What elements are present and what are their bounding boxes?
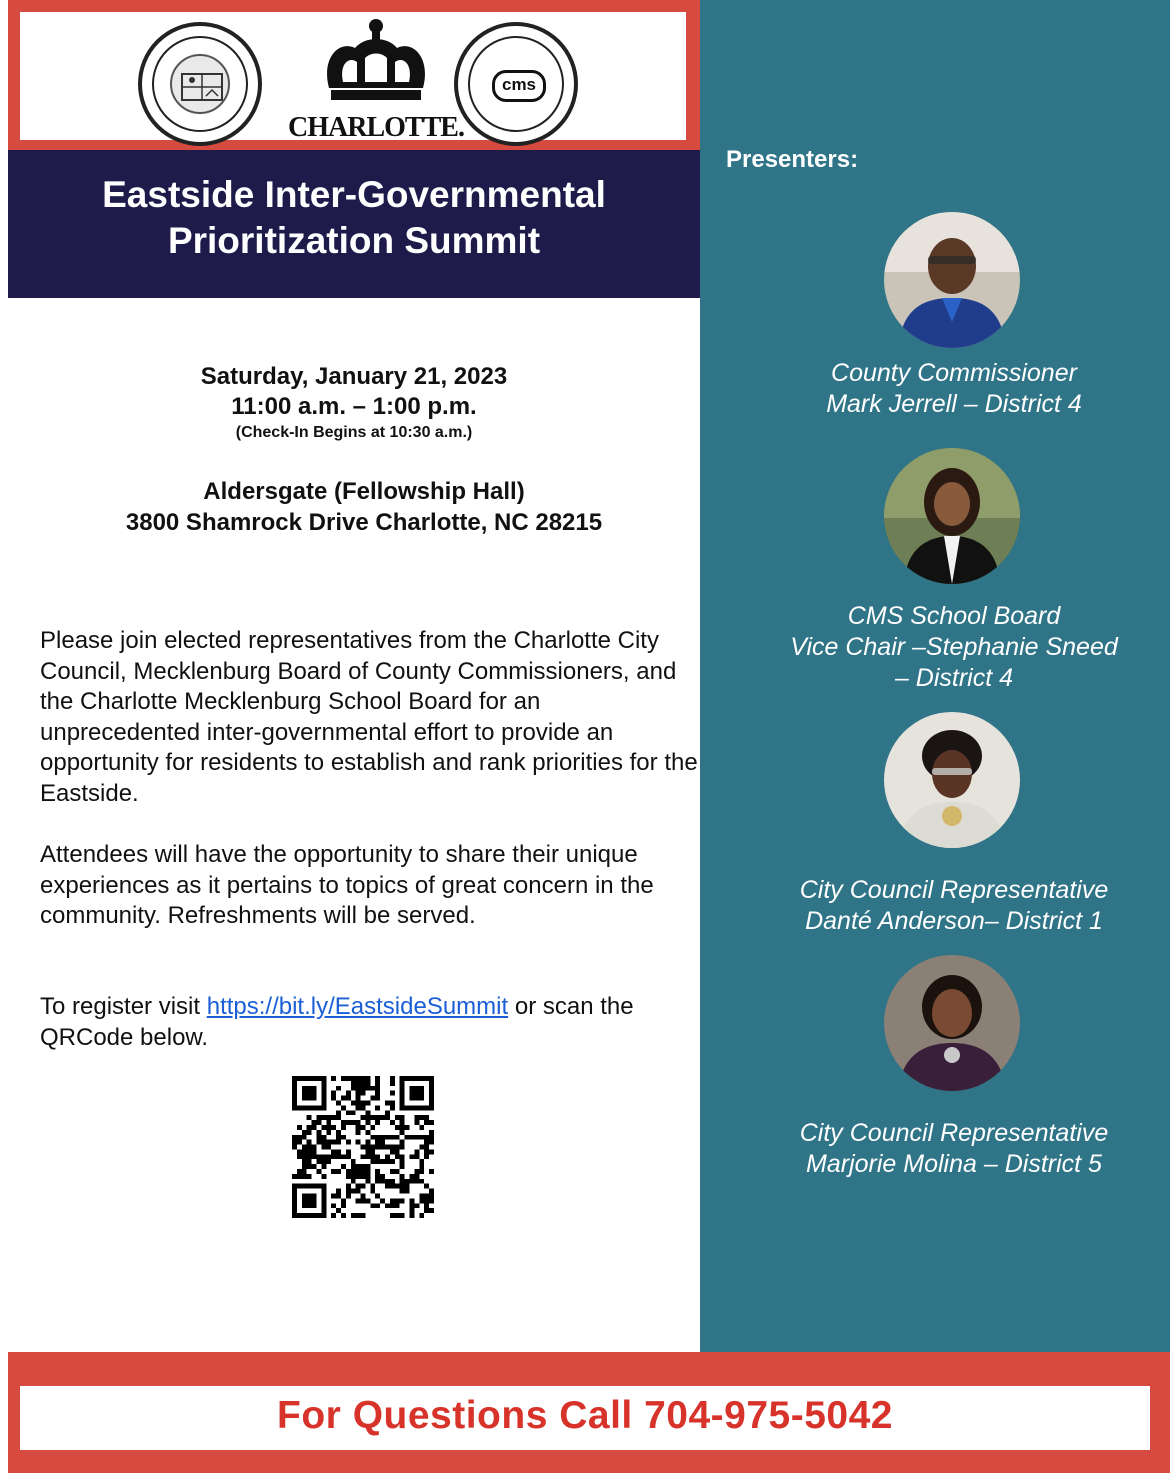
- charlotte-crown-logo: [276, 18, 476, 142]
- cms-board-seal-icon: [454, 22, 578, 146]
- logo-container: [20, 12, 686, 143]
- mecklenburg-county-seal-icon: [138, 22, 262, 146]
- qr-code-icon[interactable]: [292, 1076, 434, 1218]
- presenter-role: CMS School Board: [847, 602, 1061, 630]
- presenter-caption-1: [700, 358, 1170, 420]
- presenter-role: County Commissioner: [831, 359, 1077, 387]
- presenter-role: City Council Representative: [799, 876, 1109, 904]
- event-datetime: [8, 362, 700, 444]
- checkin-note: (Check-In Begins at 10:30 a.m.): [235, 424, 473, 441]
- event-title: [8, 172, 700, 264]
- presenter-name: Danté Anderson– District 1: [805, 907, 1103, 935]
- event-time: 11:00 a.m. – 1:00 p.m.: [231, 393, 477, 420]
- presenters-heading: Presenters:: [726, 146, 859, 173]
- presenter-caption-2: [700, 601, 1170, 694]
- presenter-name: Mark Jerrell – District 4: [826, 390, 1082, 418]
- footer-box: [20, 1386, 1150, 1450]
- presenter-role: City Council Representative: [799, 1119, 1109, 1147]
- venue-address: 3800 Shamrock Drive Charlotte, NC 28215: [125, 509, 603, 536]
- logo-band: [8, 0, 700, 150]
- presenter-name: Marjorie Molina – District 5: [806, 1150, 1102, 1178]
- attendees-paragraph: Attendees will have the opportunity to share their unique experiences as it pertains to topics of great concern in the community. Refreshments will be served.: [40, 841, 654, 929]
- presenters-panel: [700, 0, 1170, 1352]
- charlotte-wordmark: CHARLOTTE.: [288, 112, 464, 143]
- invitation-paragraph: Please join elected representatives from the Charlotte City Council, Mecklenburg Board of County Commissioners, and the Charlotte Mecklenburg School Board for an unprecedented inter-governmental effort to provide an opportunity for residents to establish and rank priorities for the Eastside.: [40, 627, 698, 807]
- cms-abbrev: cms: [492, 70, 546, 102]
- event-venue: [8, 476, 720, 538]
- title-band: [8, 150, 700, 298]
- register-suffix: or scan the QRCode below.: [40, 993, 634, 1051]
- register-link[interactable]: https://bit.ly/EastsideSummit: [206, 993, 509, 1020]
- register-prefix: To register visit: [40, 993, 207, 1020]
- register-paragraph: [40, 992, 700, 1053]
- footer-band: [8, 1352, 1170, 1473]
- presenter-caption-3: [700, 875, 1170, 937]
- event-date: Saturday, January 21, 2023: [200, 363, 508, 390]
- presenter-photo-3: [884, 712, 1020, 848]
- contact-phone: For Questions Call 704-975-5042: [277, 1394, 893, 1437]
- title-line-1: Eastside Inter-Governmental: [102, 174, 606, 215]
- presenter-photo-2: [884, 448, 1020, 584]
- presenter-name: Vice Chair –Stephanie Sneed: [790, 633, 1118, 661]
- presenter-photo-1: [884, 212, 1020, 348]
- presenter-caption-4: [700, 1118, 1170, 1180]
- presenter-district: – District 4: [894, 664, 1014, 692]
- flyer: [8, 0, 1170, 1473]
- presenter-photo-4: [884, 955, 1020, 1091]
- venue-name: Aldersgate (Fellowship Hall): [203, 478, 525, 505]
- title-line-2: Prioritization Summit: [167, 220, 541, 261]
